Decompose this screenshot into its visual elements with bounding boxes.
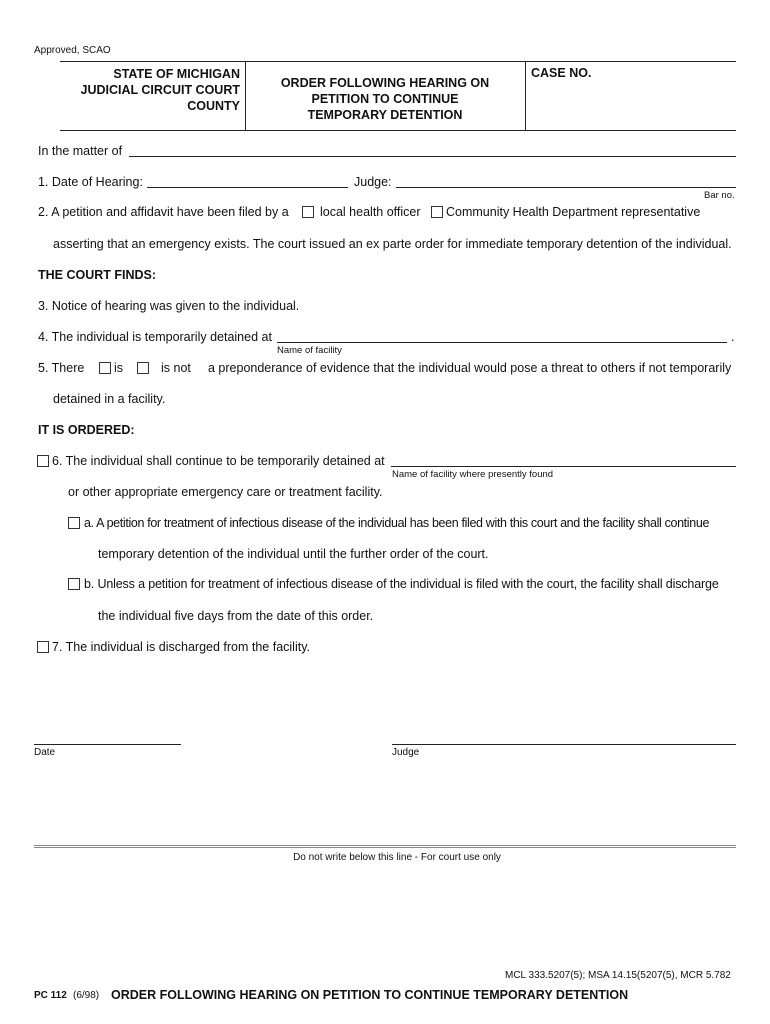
court-name-block (60, 66, 240, 114)
header-divider-right (525, 61, 526, 130)
option-a-text: a. A petition for treatment of infectious disease of the individual has been filed with this court and the facility shall continue (84, 516, 710, 530)
matter-label: In the matter of (38, 144, 123, 158)
judge-signature-line[interactable] (392, 744, 736, 745)
option-b-continuation: the individual five days from the date of this order. (98, 609, 374, 623)
form-title-line-2: PETITION TO CONTINUE (311, 92, 459, 106)
hearing-date-field[interactable] (147, 187, 348, 188)
preponderance-text: a preponderance of evidence that the individual would pose a threat to others if not temporarily (208, 361, 732, 375)
court-circuit: JUDICIAL CIRCUIT COURT (80, 83, 240, 97)
continue-detention-text: 6. The individual shall continue to be temporarily detained at (52, 454, 385, 468)
court-county: COUNTY (187, 99, 240, 113)
present-facility-caption: Name of facility where presently found (392, 469, 554, 480)
judge-label: Judge: (354, 175, 392, 189)
detained-at-text: 4. The individual is temporarily detained at (38, 330, 272, 344)
form-title-line-1: ORDER FOLLOWING HEARING ON (280, 76, 490, 90)
chd-representative-label: Community Health Department representative (446, 205, 701, 219)
facility-period: . (731, 330, 735, 344)
is-checkbox[interactable] (99, 362, 111, 374)
date-caption: Date (34, 747, 56, 758)
header-top-border (60, 61, 736, 62)
local-health-officer-checkbox[interactable] (302, 206, 314, 218)
header-divider-left (245, 61, 246, 130)
continue-detention-checkbox[interactable] (37, 455, 49, 467)
other-facility-text: or other appropriate emergency care or treatment facility. (68, 485, 383, 499)
court-use-divider-top (34, 845, 736, 846)
is-not-label: is not (161, 361, 191, 375)
emergency-statement: asserting that an emergency exists. The court issued an ex parte order for immediate temporary detention of the individual. (53, 237, 732, 251)
facility-caption: Name of facility (277, 345, 342, 356)
header-bottom-border (60, 130, 736, 131)
case-number-label: CASE NO. (531, 66, 592, 80)
option-a-continuation: temporary detention of the individual until the further order of the court. (98, 547, 489, 561)
petition-filed-text: 2. A petition and affidavit have been filed by a (38, 205, 289, 219)
option-b-checkbox[interactable] (68, 578, 80, 590)
footer-form-title: ORDER FOLLOWING HEARING ON PETITION TO CONTINUE TEMPORARY DETENTION (111, 988, 629, 1002)
discharge-text: 7. The individual is discharged from the facility. (52, 640, 310, 654)
judge-caption: Judge (392, 747, 420, 758)
court-state: STATE OF MICHIGAN (113, 67, 240, 81)
notice-of-hearing-text: 3. Notice of hearing was given to the individual. (38, 299, 300, 313)
form-title-line-3: TEMPORARY DETENTION (307, 108, 463, 122)
form-title-block (248, 75, 522, 123)
approval-note: Approved, SCAO (34, 45, 111, 56)
detained-in-facility-text: detained in a facility. (53, 392, 166, 406)
date-signature-line[interactable] (34, 744, 181, 745)
discharge-checkbox[interactable] (37, 641, 49, 653)
court-use-divider-bottom (34, 847, 736, 848)
judge-field[interactable] (396, 187, 736, 188)
bar-number-caption: Bar no. (704, 190, 735, 201)
form-number: PC 112 (34, 990, 67, 1001)
is-not-checkbox[interactable] (137, 362, 149, 374)
chd-representative-checkbox[interactable] (431, 206, 443, 218)
hearing-date-label: 1. Date of Hearing: (38, 175, 143, 189)
option-a-checkbox[interactable] (68, 517, 80, 529)
is-label: is (114, 361, 124, 375)
option-b-text: b. Unless a petition for treatment of infectious disease of the individual is filed with the court, the facility shall discharge (84, 577, 719, 591)
present-facility-field[interactable] (391, 466, 736, 467)
statute-citation: MCL 333.5207(5); MSA 14.15(5207(5), MCR 5.782 (505, 970, 731, 981)
facility-field[interactable] (277, 342, 727, 343)
court-use-notice: Do not write below this line - For court use only (293, 852, 501, 863)
court-finds-heading: THE COURT FINDS: (38, 268, 157, 282)
form-revision-date: (6/98) (73, 990, 100, 1001)
case-number-field[interactable] (531, 84, 731, 124)
there-text: 5. There (38, 361, 85, 375)
ordered-heading: IT IS ORDERED: (38, 423, 135, 437)
local-health-officer-label: local health officer (320, 205, 421, 219)
matter-field[interactable] (129, 156, 736, 157)
